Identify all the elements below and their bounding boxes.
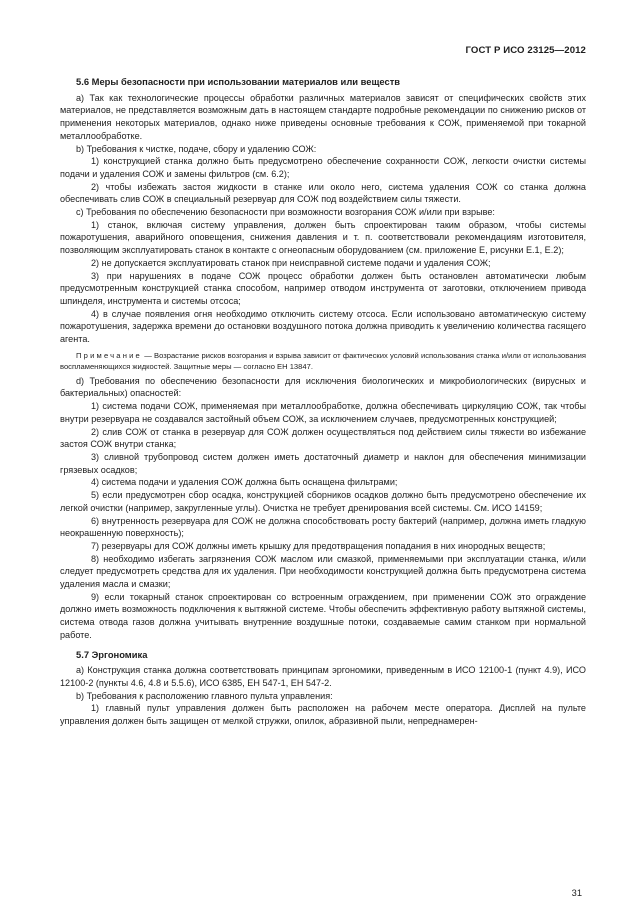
paragraph-b1: 1) конструкцией станка должно быть предусмотрено обеспечение сохранности СОЖ, легкости очистки системы подачи и удаления СОЖ и замены фильтров (см. 6.2); bbox=[60, 156, 586, 179]
note-label: Примечание bbox=[76, 350, 142, 360]
ergonomics-paragraph-a: a) Конструкция станка должна соответствовать принципам эргономики, приведенным в ИСО 12100-1 (пункт 4.9), ИСО 12100-2 (пункты 4.6, 4.8 и 5.5.6), ИСО 6385, EH 547-1, EH 547-2. bbox=[60, 665, 586, 688]
paragraph-d2: 2) слив СОЖ от станка в резервуар для СОЖ должен осуществляться под действием силы тяжести во избежание застоя СОЖ внутри станка; bbox=[60, 426, 586, 450]
paragraph-c2: 2) не допускается эксплуатировать станок при неисправной системе подачи и удаления СОЖ; bbox=[91, 257, 491, 268]
paragraph-b: b) Требования к чистке, подаче, сбору и удалению СОЖ: bbox=[76, 143, 317, 154]
standard-header: ГОСТ Р ИСО 23125—2012 bbox=[465, 45, 586, 56]
page-number: 31 bbox=[571, 888, 582, 898]
paragraph-c4: 4) в случае появления огня необходимо отключить систему отсоса. Если использовано автоматическую систему пожаротушения, задержка времени до остановки воздушного потока должна приводить к увеличению количества гасящего агента. bbox=[60, 308, 586, 345]
section-5-6-title: 5.6 Меры безопасности при использовании материалов или веществ bbox=[76, 76, 401, 87]
note-text: — Возрастание рисков возгорания и взрыва зависит от фактических условий использования станка и/или от использования воспламеняющихся жидкостей. Защитные меры — согласно EH 13847. bbox=[60, 350, 586, 371]
document-page bbox=[60, 0, 586, 913]
paragraph-d6: 6) внутренность резервуара для СОЖ не должна способствовать росту бактерий (например, должна иметь гладкую неокрашенную поверхность); bbox=[60, 515, 586, 539]
paragraph-d9: 9) если токарный станок спроектирован со встроенным ограждением, при применении СОЖ это ограждение должно иметь возможность подключения к вытяжной системе. Чтобы обеспечить эффективную работу вытяжной системы, система отвода газов должна учитывать внутренние воздушные потоки, создаваемые самим станком при нормальной работе. bbox=[60, 591, 586, 640]
ergonomics-paragraph-b1: 1) главный пульт управления должен быть расположен на рабочем месте оператора. Дисплей на пульте управления должен быть защищен от мелкой стружки, опилок, абразивной пыли, непреднамерен- bbox=[60, 703, 586, 727]
paragraph-c3: 3) при нарушениях в подаче СОЖ процесс обработки должен быть остановлен автоматически любым предусмотренным конструкцией станка способом, например отводом инструмента от заготовки, отключением привода шпинделя, инструмента и системы отсоса; bbox=[60, 270, 586, 306]
paragraph-d: d) Требования по обеспечению безопасности для исключения биологических и микробиологических (вирусных и бактериальных) опасностей: bbox=[60, 375, 586, 399]
section-5-7-title: 5.7 Эргономика bbox=[76, 648, 148, 660]
paragraph-d7: 7) резервуары для СОЖ должны иметь крышку для предотвращения попадания в них инородных веществ; bbox=[91, 540, 546, 551]
paragraph-d5: 5) если предусмотрен сбор осадка, конструкцией сборников осадков должно быть предусмотрено обеспечение их легкой очистки (например, закругленные углы). Очистка не требует дренирования всей системы. См. ИСО 14159; bbox=[60, 490, 586, 513]
paragraph-a: a) Так как технологические процессы обработки различных материалов зависят от специфических свойств этих материалов, не представляется возможным дать в настоящем стандарте подробные рекомендации по снижению рисков от применения некоторых материалов, однако ниже приведены основные требования к СОЖ, применяемой при токарной металлообработке. bbox=[60, 92, 586, 141]
paragraph-d3: 3) сливной трубопровод систем должен иметь достаточный диаметр и наклон для обеспечения минимизации грязевых осадков; bbox=[60, 451, 586, 475]
paragraph-c1: 1) станок, включая систему управления, должен быть спроектирован таким образом, чтобы системы пожаротушения, аварийного оповещения, снижения давления и т. п. соответствовали рекомендациям изготовителя, позволяющим эксплуатировать станок в контакте с огнеопасным оборудованием (см. приложение E, рисунки E.1, E.2); bbox=[60, 219, 586, 256]
paragraph-d4: 4) система подачи и удаления СОЖ должна быть оснащена фильтрами; bbox=[91, 477, 398, 488]
page-content bbox=[60, 76, 586, 728]
ergonomics-paragraph-b: b) Требования к расположению главного пульта управления: bbox=[76, 690, 333, 701]
paragraph-d8: 8) необходимо избегать загрязнения СОЖ маслом или смазкой, применяемыми при эксплуатации станка, и/или следует предусмотреть средства для их удаления. При необходимости конструкцией должна быть предусмотрена система удаления масла и смазки; bbox=[60, 553, 586, 590]
paragraph-c: c) Требования по обеспечению безопасности при возможности возгорания СОЖ и/или при взрыве: bbox=[76, 207, 495, 218]
paragraph-b2: 2) чтобы избежать застоя жидкости в станке или около него, система удаления СОЖ со станка должна обеспечивать слив СОЖ в специальный резервуар для СОЖ под воздействием силы тяжести. bbox=[60, 181, 586, 205]
paragraph-d1: 1) система подачи СОЖ, применяемая при металлообработке, должна обеспечивать циркуляцию СОЖ, так чтобы внутри резервуара не создавался застойный объем СОЖ, за исключением случаев, предусмотренных конструкцией; bbox=[60, 401, 586, 424]
note bbox=[60, 350, 586, 372]
